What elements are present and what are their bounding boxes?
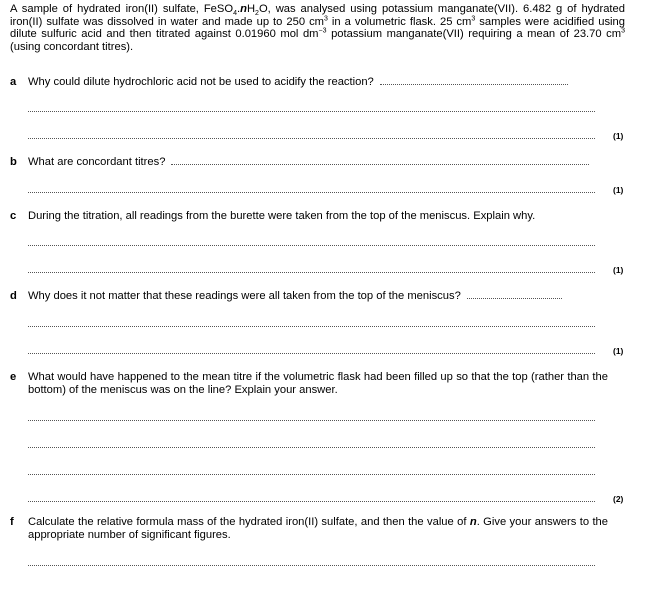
mark-allocation: (1) — [613, 265, 624, 275]
mark-allocation: (1) — [613, 346, 624, 356]
mark-allocation: (1) — [613, 131, 624, 141]
question-text: What would have happened to the mean titre if the volumetric flask had been filled up so that the top (rather than the bottom) of the meniscus was on the line? Explain your answer. — [28, 371, 608, 396]
answer-line[interactable] — [171, 164, 589, 165]
answer-line[interactable] — [28, 192, 595, 193]
answer-line[interactable] — [28, 272, 595, 273]
question-letter: b — [10, 156, 17, 168]
answer-line[interactable] — [28, 326, 595, 327]
answer-line[interactable] — [28, 353, 595, 354]
question-text: Why does it not matter that these readings were all taken from the top of the meniscus? — [28, 290, 562, 303]
answer-line[interactable] — [28, 447, 595, 448]
answer-line[interactable] — [28, 420, 595, 421]
answer-line[interactable] — [28, 138, 595, 139]
question-text: What are concordant titres? — [28, 156, 589, 169]
question-text: Why could dilute hydrochloric acid not be used to acidify the reaction? — [28, 76, 568, 89]
answer-line[interactable] — [28, 474, 595, 475]
answer-line[interactable] — [28, 245, 595, 246]
question-letter: f — [10, 516, 14, 528]
question-text: During the titration, all readings from the burette were taken from the top of the meniscus. Explain why. — [28, 210, 536, 222]
question-letter: a — [10, 76, 17, 88]
question-text: Calculate the relative formula mass of the hydrated iron(II) sulfate, and then the value of n. Give your answers to the appropriate number of significant figures. — [28, 516, 608, 541]
answer-line[interactable] — [380, 84, 568, 85]
answer-line[interactable] — [28, 565, 595, 566]
mark-allocation: (2) — [613, 494, 624, 504]
question-letter: d — [10, 290, 17, 302]
question-letter: e — [10, 371, 17, 383]
question-intro: A sample of hydrated iron(II) sulfate, $FeSO_4.nH_2O$, was analysed using potassium manganate(VII). 6.482 g of hydrated iron(II) sulfate was dissolved in water and made up to 250 $cm^3$ in a volumetric flask. 25 $cm^3$ samples were acidified using dilute sulfuric acid and then titrated against 0.01960 mol $dm^{-3}$ potassium manganate(VII) requiring a mean of 23.70 $cm^3$ (using concordant titres). — [10, 3, 625, 53]
answer-line[interactable] — [28, 501, 595, 502]
answer-line[interactable] — [467, 298, 562, 299]
mark-allocation: (1) — [613, 185, 624, 195]
answer-line[interactable] — [28, 111, 595, 112]
question-letter: c — [10, 210, 17, 222]
